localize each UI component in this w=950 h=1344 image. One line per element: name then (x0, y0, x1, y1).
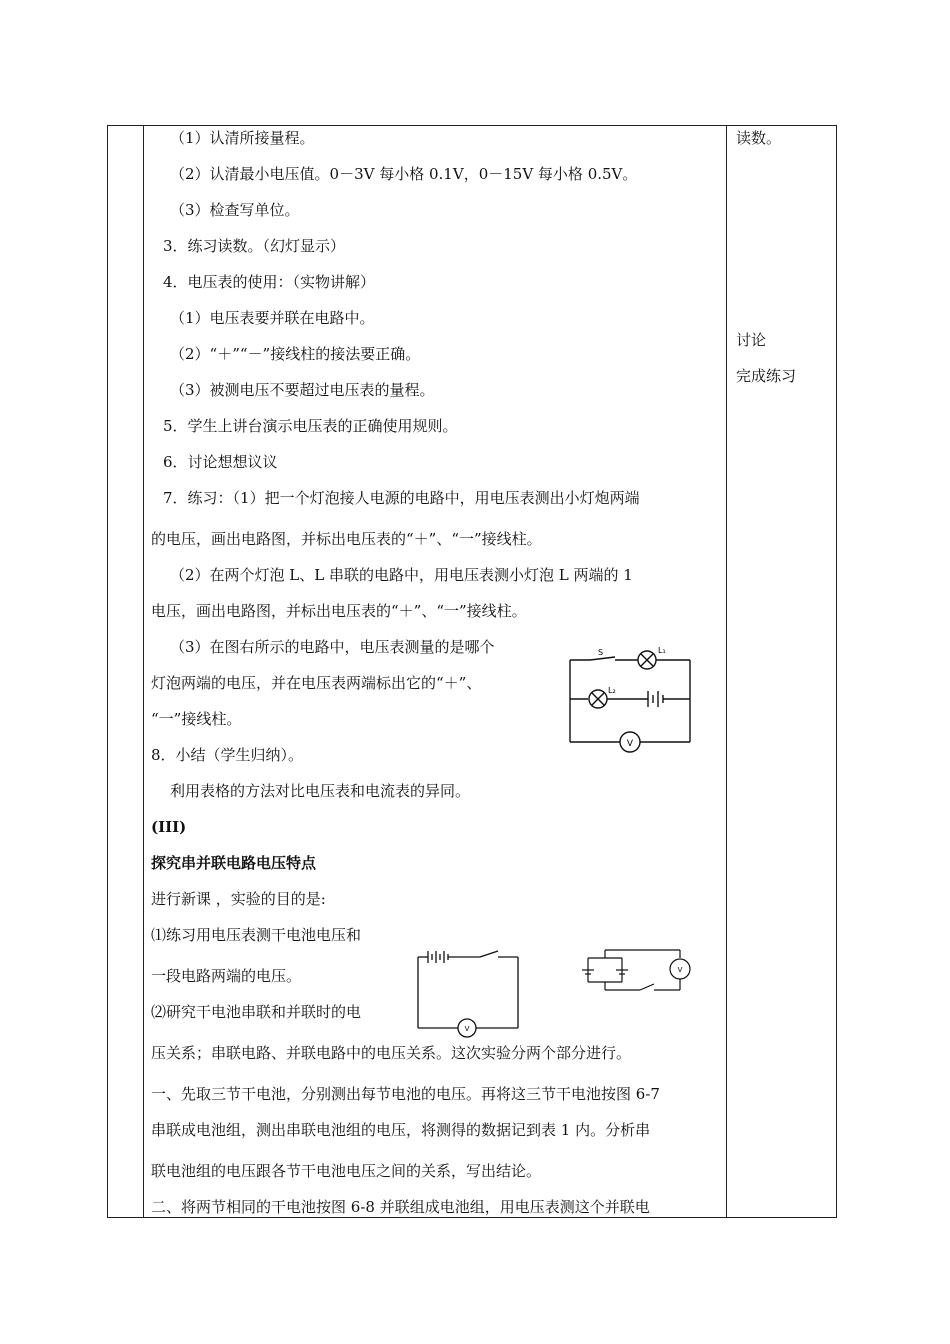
text-line: （2）在两个灯泡 L、L 串联的电路中，用电压表测小灯泡 L 两端的 1 (170, 566, 633, 584)
text-line: ⑴练习用电压表测干电池电压和 (151, 926, 362, 944)
lamp1-label: L₁ (658, 646, 666, 655)
text-line: 一段电路两端的电压。 (151, 967, 302, 985)
text-line: 二、将两节相同的干电池按图 6-8 并联组成电池组，用电压表测这个并联电 (151, 1198, 650, 1216)
text-line: 的电压，画出电路图，并标出电压表的“＋”、“一”接线柱。 (151, 530, 542, 548)
text-line: ⑵研究干电池串联和并联时的电 (151, 1003, 362, 1021)
side-note: 读数。 (736, 129, 782, 147)
table-column-divider (726, 125, 727, 1218)
text-line: 7．练习：（1）把一个灯泡接人电源的电路中，用电压表测出小灯炮两端 (163, 489, 640, 507)
text-line: 串联成电池组，测出串联电池组的电压，将测得的数据记到表 1 内。分析串 (151, 1121, 651, 1139)
text-line: （3）在图右所示的电路中，电压表测量的是哪个 (170, 638, 495, 656)
text-line: 6．讨论想想议议 (163, 453, 278, 471)
switch-label: S (598, 648, 604, 657)
text-line: （2）“＋”“－”接线柱的接法要正确。 (170, 345, 421, 363)
lamp2-label: L₂ (608, 686, 616, 695)
voltmeter-label: V (626, 739, 634, 749)
text-line: 利用表格的方法对比电压表和电流表的异同。 (170, 782, 471, 800)
text-line: （3）检查写单位。 (170, 201, 300, 219)
text-line: 压关系；串联电路、并联电路中的电压关系。这次实验分两个部分进行。 (151, 1044, 632, 1062)
text-line: “一”接线柱。 (151, 710, 242, 728)
text-line: 一、先取三节干电池，分别测出每节电池的电压。再将这三节干电池按图 6-7 (151, 1085, 660, 1103)
text-line: （1）电压表要并联在电路中。 (170, 309, 375, 327)
circuit-diagram-battery-voltmeter (410, 945, 525, 1045)
text-line: 5．学生上讲台演示电压表的正确使用规则。 (163, 417, 458, 435)
side-note: 讨论 (736, 331, 767, 349)
text-line: （1）认清所接量程。 (170, 129, 315, 147)
text-line: （3）被测电压不要超过电压表的量程。 (170, 381, 435, 399)
circuit-diagram-parallel-batteries (580, 940, 700, 1005)
side-note: 完成练习 (736, 367, 797, 385)
text-line: 灯泡两端的电压，并在电压表两端标出它的“＋”、 (151, 674, 482, 692)
section-heading: 探究串并联电路电压特点 (151, 854, 317, 872)
text-line: 进行新课 ，实验的目的是: (151, 890, 326, 908)
voltmeter-label: V (677, 966, 683, 974)
text-line: 4．电压表的使用：（实物讲解） (163, 273, 376, 291)
circuit-diagram-series-lamps (560, 640, 700, 755)
section-number: (III) (151, 818, 187, 836)
text-line: 8．小结（学生归纳）。 (151, 746, 304, 764)
table-column-divider (143, 125, 144, 1218)
text-line: 3．练习读数。（幻灯显示） (163, 237, 346, 255)
text-line: 联电池组的电压跟各节干电池电压之间的关系，写出结论。 (151, 1162, 542, 1180)
text-line: （2）认清最小电压值。0－3V 每小格 0.1V，0－15V 每小格 0.5V。 (170, 165, 638, 183)
text-line: 电压，画出电路图，并标出电压表的“＋”、“一”接线柱。 (151, 602, 527, 620)
voltmeter-label: V (464, 1025, 470, 1033)
